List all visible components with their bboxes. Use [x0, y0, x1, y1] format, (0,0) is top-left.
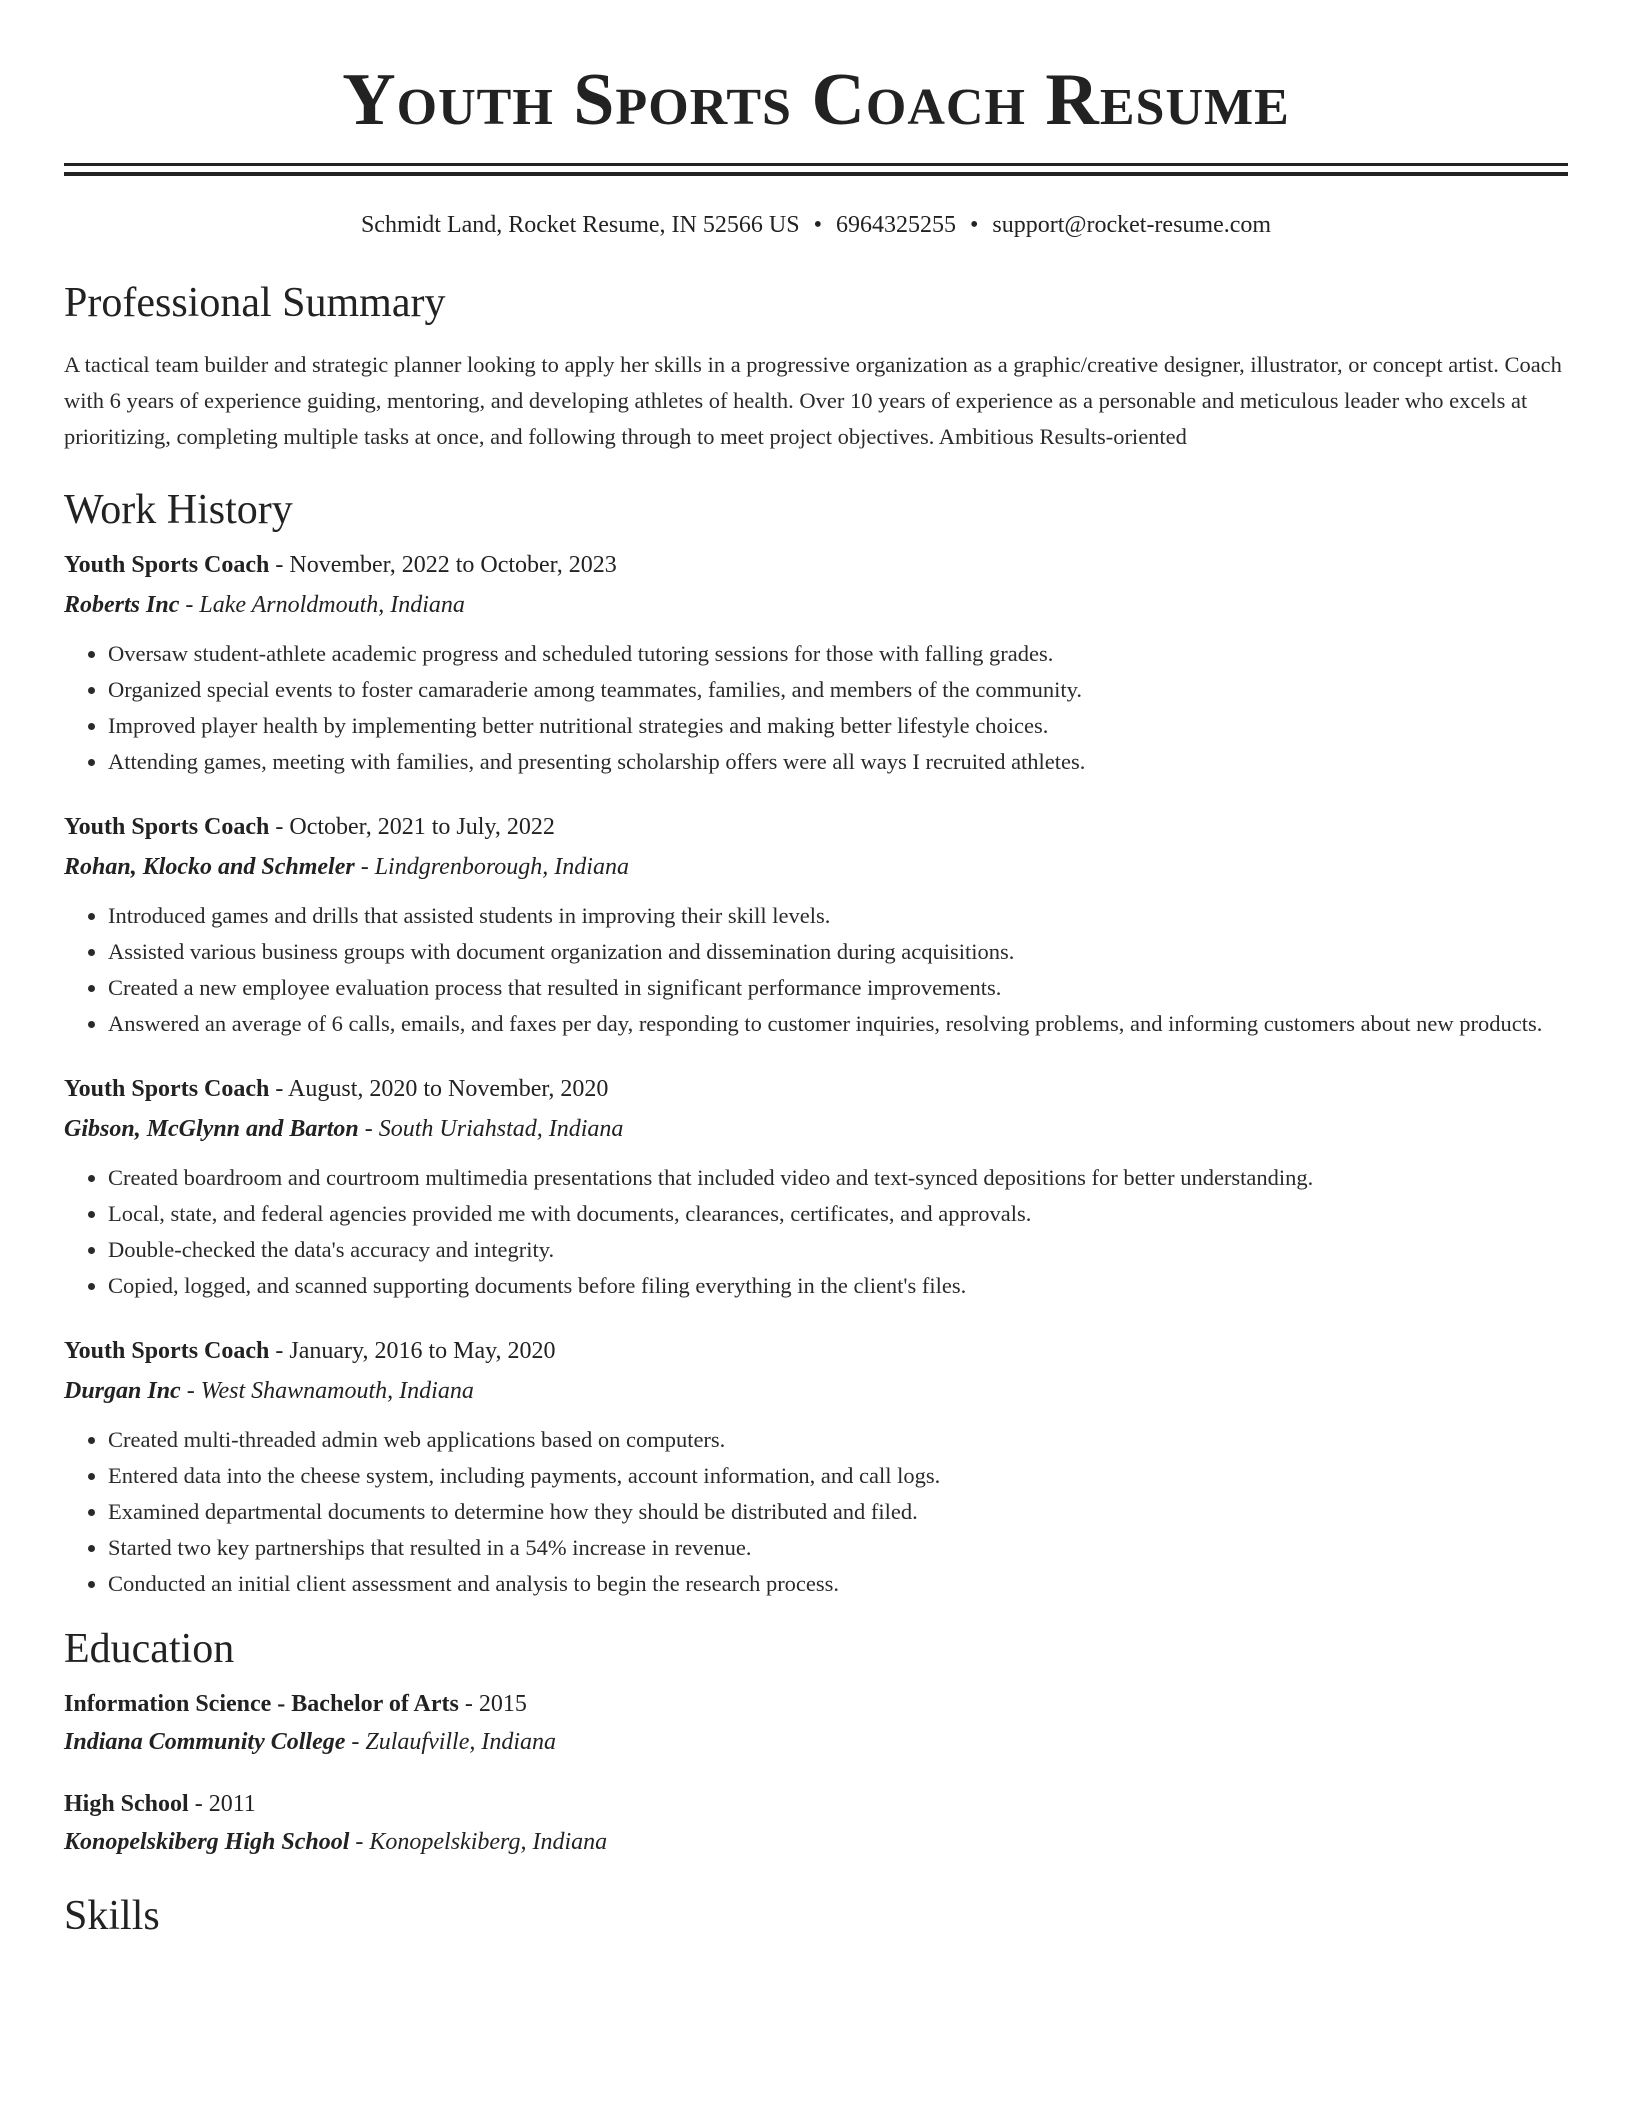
job-bullet: • Copied, logged, and scanned supporting documents before filing everything in the client's files.: [108, 1268, 1568, 1304]
job-header: [64, 1074, 1568, 1104]
job-bullet: • Local, state, and federal agencies provided me with documents, clearances, certificates, and approvals.: [108, 1196, 1568, 1232]
contact-address: Schmidt Land, Rocket Resume, IN 52566 US: [360, 212, 800, 238]
job-bullet: • Improved player health by implementing better nutritional strategies and making better lifestyle choices.: [108, 708, 1568, 744]
job-dates: - November, 2022 to October, 2023: [269, 552, 617, 578]
job-entry: [64, 1074, 1568, 1304]
job-company: Rohan, Klocko and Schmeler: [64, 854, 355, 880]
job-bullet: • Organized special events to foster camaraderie among teammates, families, and members of the community.: [108, 672, 1568, 708]
education-year: - 2015: [458, 1691, 527, 1717]
job-bullets: [64, 898, 1568, 1042]
education-location: - Zulaufville, Indiana: [345, 1729, 557, 1755]
contact-separator: •: [813, 212, 822, 238]
job-company-line: [64, 1376, 1568, 1406]
job-spacer: [64, 780, 1568, 812]
job-company-line: [64, 590, 1568, 620]
job-entry: [64, 812, 1568, 1042]
job-header: [64, 550, 1568, 580]
job-company: Gibson, McGlynn and Barton: [64, 1116, 359, 1142]
job-bullets: [64, 636, 1568, 780]
education-school-line: [64, 1827, 1568, 1857]
skills-heading: Skills: [64, 1893, 160, 1939]
job-role: Youth Sports Coach: [64, 814, 270, 840]
job-role: Youth Sports Coach: [64, 552, 270, 578]
summary-text: A tactical team builder and strategic planner looking to apply her skills in a progressive organization as a graphic/creative designer, illustrator, or concept artist. Coach with 6 years of experience guiding, mentoring, and developing athletes of health. Over 10 years of experience as a personable and meticulous leader who excels at prioritizing, completing multiple tasks at once, and following through to meet project objectives. Ambitious Results-oriented: [64, 352, 1562, 449]
job-dates: - August, 2020 to November, 2020: [269, 1076, 609, 1102]
education-school: Indiana Community College: [64, 1729, 346, 1755]
job-bullet: • Attending games, meeting with families, and presenting scholarship offers were all ways I recruited athletes.: [108, 744, 1568, 780]
job-company-line: [64, 1114, 1568, 1144]
job-entry: [64, 550, 1568, 780]
title-rule-top: [64, 163, 1568, 166]
education-heading: Education: [64, 1626, 235, 1672]
job-role: Youth Sports Coach: [64, 1076, 270, 1102]
education-entry: [64, 1689, 1568, 1757]
summary-heading: Professional Summary: [64, 280, 446, 326]
contact-separator: •: [969, 212, 979, 238]
job-location: - West Shawnamouth, Indiana: [180, 1378, 474, 1404]
education-location: - Konopelskiberg, Indiana: [349, 1829, 608, 1855]
title-rule-bottom: [64, 172, 1568, 176]
job-bullet: • Created multi-threaded admin web applications based on computers.: [108, 1422, 1568, 1458]
job-location: - South Uriahstad, Indiana: [358, 1116, 624, 1142]
job-bullet: • Assisted various business groups with document organization and dissemination during acquisitions.: [108, 934, 1568, 970]
job-spacer: [64, 1042, 1568, 1074]
job-bullet: • Created boardroom and courtroom multimedia presentations that included video and text-synced depositions for better understanding.: [108, 1160, 1568, 1196]
job-company-line: [64, 852, 1568, 882]
contact-phone: 6964325255: [835, 212, 956, 238]
job-bullet: • Conducted an initial client assessment and analysis to begin the research process.: [108, 1566, 1568, 1602]
job-company: Roberts Inc: [64, 592, 180, 618]
job-bullet: • Answered an average of 6 calls, emails, and faxes per day, responding to customer inquiries, resolving problems, and informing customers about new products.: [108, 1006, 1568, 1042]
job-bullets: [64, 1160, 1568, 1304]
education-year: - 2011: [188, 1791, 256, 1817]
contact-line: [64, 210, 1568, 240]
job-spacer: [64, 1304, 1568, 1336]
contact-email[interactable]: support@rocket-resume.com: [992, 212, 1272, 238]
resume-page: [64, 0, 1568, 1941]
job-bullet: • Examined departmental documents to determine how they should be distributed and filed.: [108, 1494, 1568, 1530]
job-role: Youth Sports Coach: [64, 1338, 270, 1364]
job-entry: [64, 1336, 1568, 1602]
job-location: - Lake Arnoldmouth, Indiana: [179, 592, 465, 618]
resume-title: Youth Sports Coach Resume: [342, 59, 1290, 141]
job-bullet: • Created a new employee evaluation process that resulted in significant performance improvements.: [108, 970, 1568, 1006]
education-school-line: [64, 1727, 1568, 1757]
job-bullet: • Introduced games and drills that assisted students in improving their skill levels.: [108, 898, 1568, 934]
education-header: [64, 1689, 1568, 1719]
job-header: [64, 812, 1568, 842]
education-degree: Information Science - Bachelor of Arts: [64, 1691, 459, 1717]
job-bullet: • Entered data into the cheese system, including payments, account information, and call logs.: [108, 1458, 1568, 1494]
job-location: - Lindgrenborough, Indiana: [354, 854, 629, 880]
job-bullet: • Double-checked the data's accuracy and integrity.: [108, 1232, 1568, 1268]
education-entry: [64, 1789, 1568, 1857]
job-header: [64, 1336, 1568, 1366]
job-dates: - January, 2016 to May, 2020: [269, 1338, 556, 1364]
job-dates: - October, 2021 to July, 2022: [269, 814, 555, 840]
education-degree: High School: [64, 1791, 189, 1817]
work-history-heading: Work History: [64, 487, 293, 533]
job-bullet: • Started two key partnerships that resulted in a 54% increase in revenue.: [108, 1530, 1568, 1566]
education-header: [64, 1789, 1568, 1819]
job-bullet: • Oversaw student-athlete academic progress and scheduled tutoring sessions for those with falling grades.: [108, 636, 1568, 672]
job-company: Durgan Inc: [64, 1378, 181, 1404]
job-bullets: [64, 1422, 1568, 1602]
education-school: Konopelskiberg High School: [64, 1829, 350, 1855]
